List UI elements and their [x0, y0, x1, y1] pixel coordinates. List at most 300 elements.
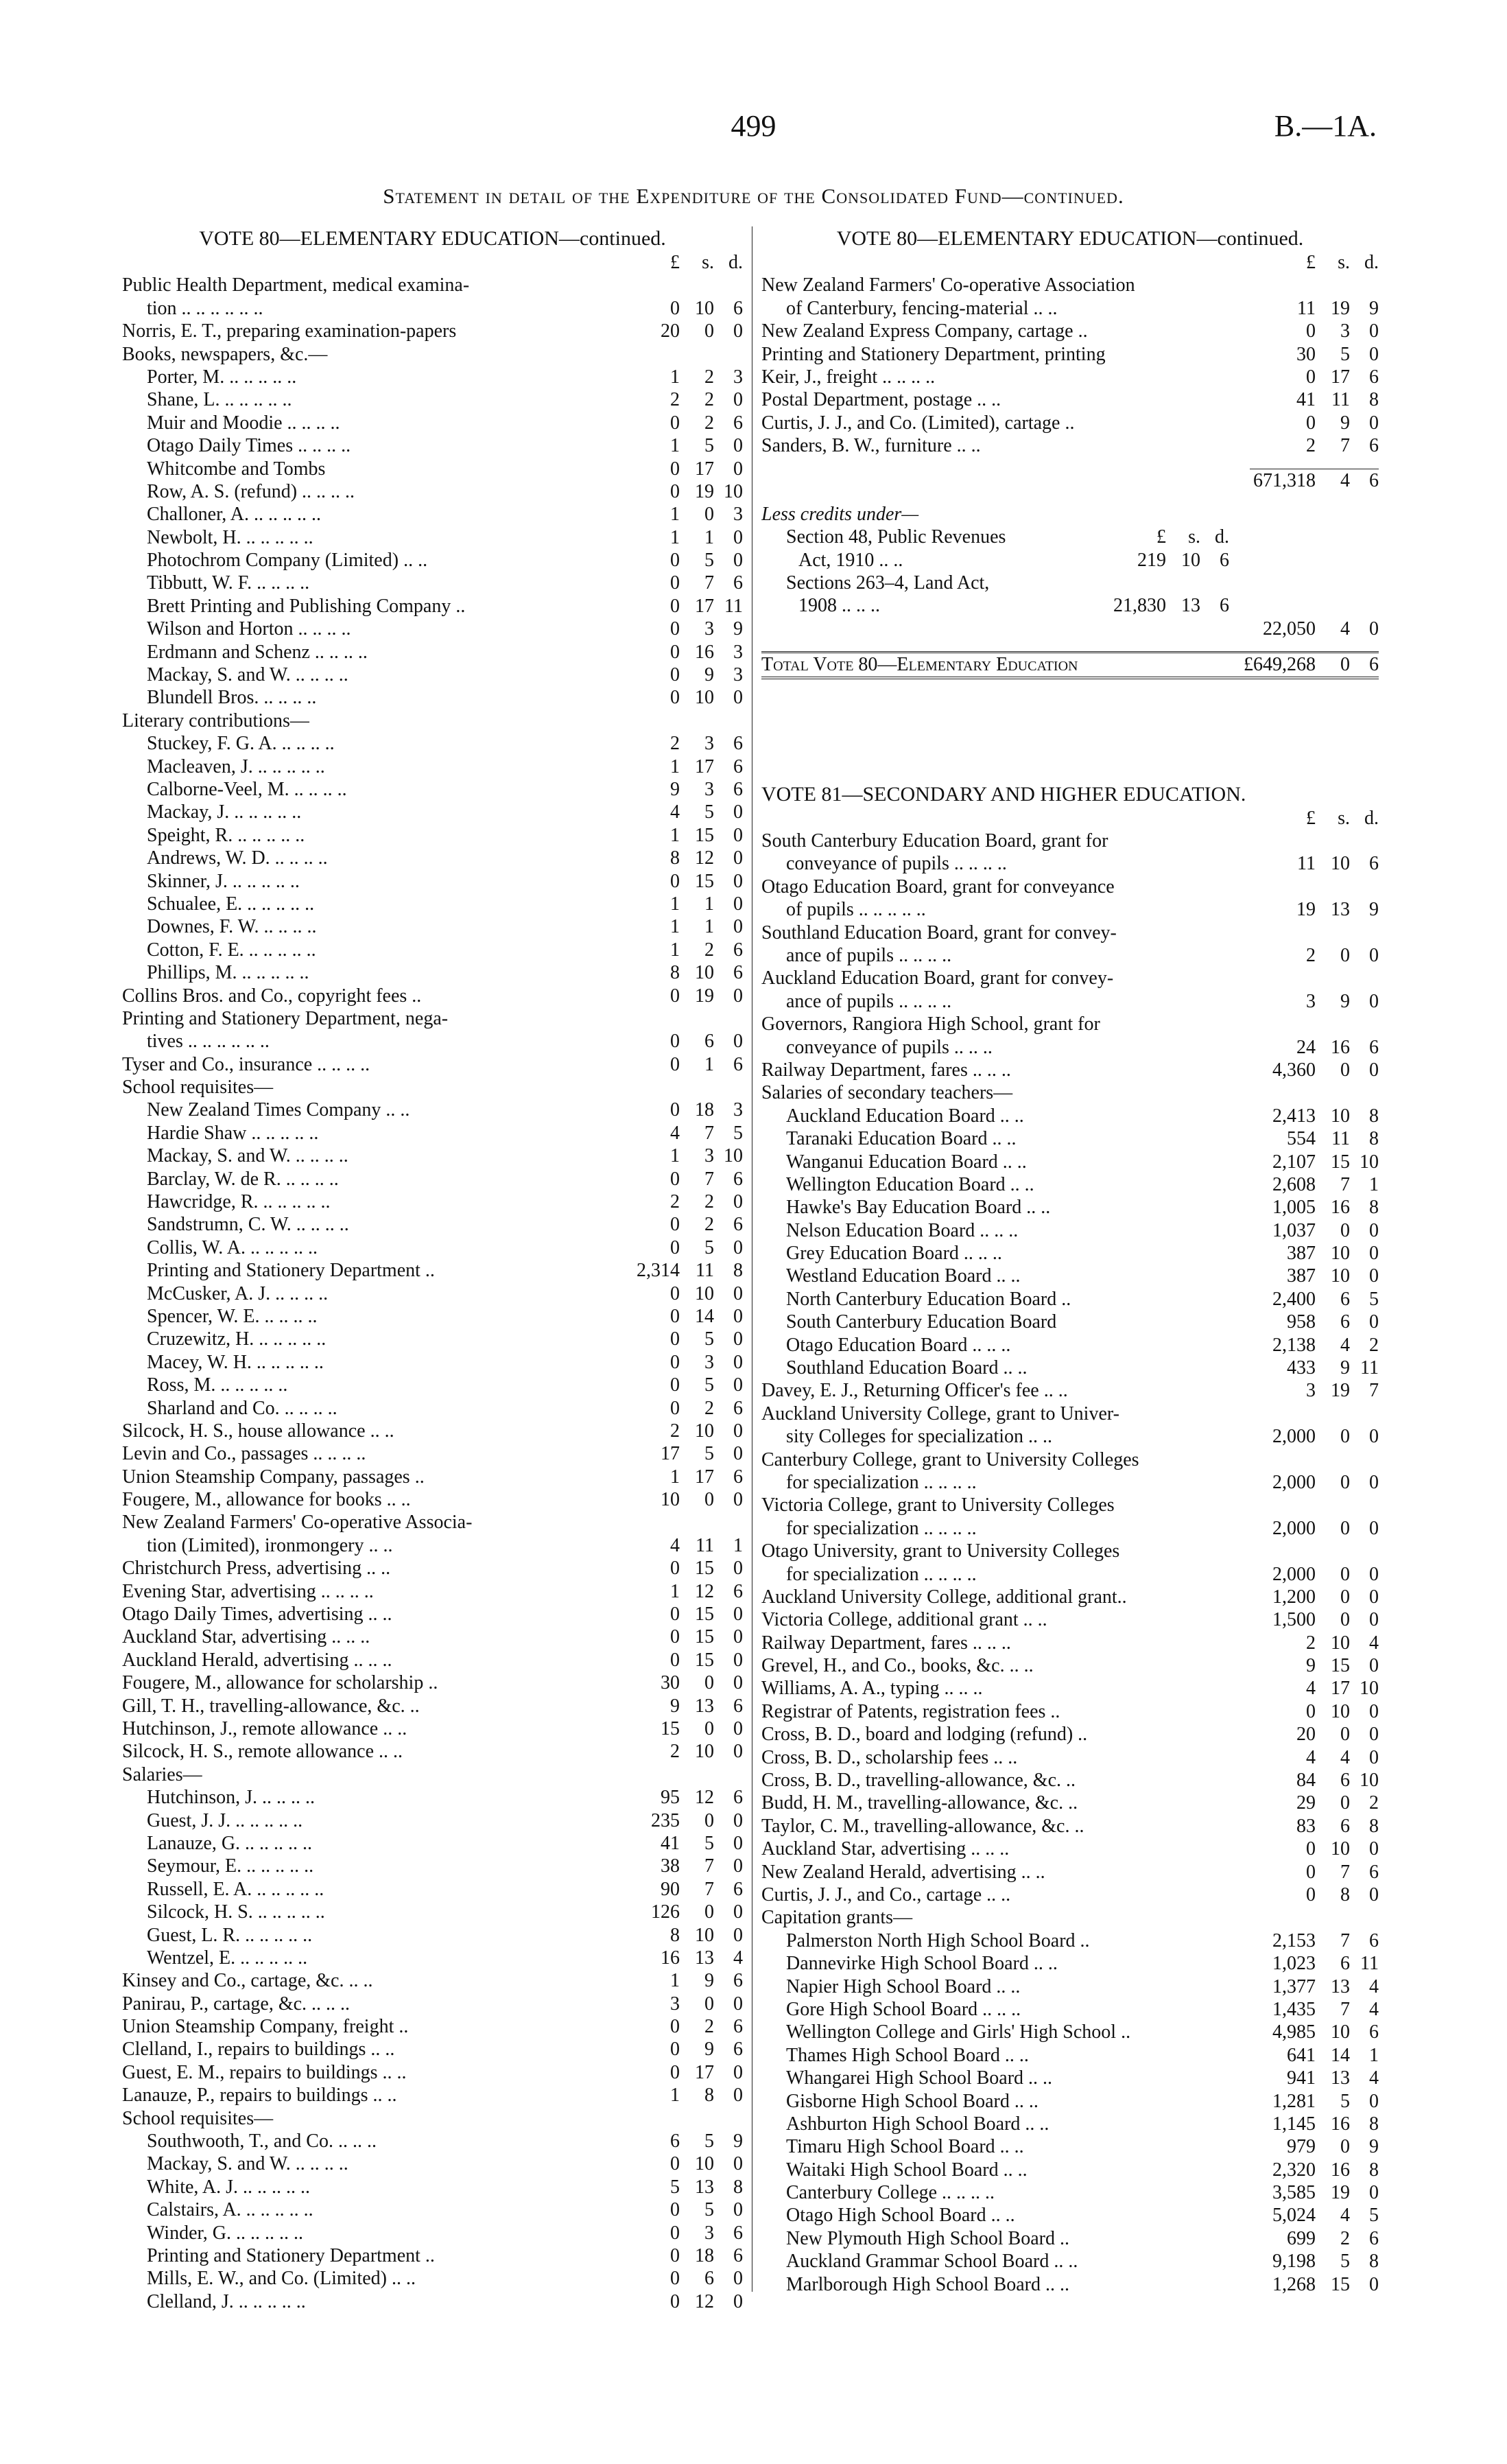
vote81-entry-label: New Zealand Herald, advertising .. ..	[761, 1861, 1045, 1883]
left-entry-amount	[622, 1442, 743, 1465]
left-entry-row	[122, 320, 743, 342]
left-entry-shillings: 0	[704, 1993, 714, 2015]
vote81-entry-label: New Plymouth High School Board ..	[786, 2227, 1069, 2249]
vote81-entry-pence: 8	[1369, 1105, 1379, 1127]
vote-80-total-pounds: £649,268	[1244, 654, 1316, 676]
vote81-entry-row	[761, 898, 1379, 921]
page-number: 499	[731, 109, 776, 143]
left-entry-pence: 0	[733, 1604, 743, 1626]
vote81-entry-label: Wanganui Education Board .. ..	[786, 1151, 1027, 1173]
left-entry-label: Otago Daily Times .. .. .. ..	[147, 435, 351, 457]
left-entry-amount	[622, 1901, 743, 1923]
vote81-entry-amount	[1250, 2113, 1379, 2135]
vote80-entry-amount	[1250, 320, 1379, 342]
vote81-entry-pounds: 1,268	[1272, 2273, 1316, 2295]
vote81-entry-pounds: 0	[1306, 1861, 1316, 1883]
left-entry-amount	[622, 1374, 743, 1396]
vote81-entry-row	[761, 1540, 1379, 1562]
vote81-entry-amount	[1250, 1288, 1379, 1311]
left-entry-shillings: 11	[696, 1260, 714, 1282]
left-entry-label: Barclay, W. de R. .. .. .. ..	[147, 1168, 339, 1190]
vote81-entry-row	[761, 1105, 1379, 1127]
left-entry-pence: 6	[733, 733, 743, 755]
left-entry-pounds: 1	[670, 366, 680, 388]
vote81-entry-row	[761, 1173, 1379, 1196]
vote81-entry-pounds: 433	[1287, 1357, 1316, 1379]
left-entry-pounds: 0	[670, 1099, 680, 1121]
left-entry-label: Ross, M. .. .. .. .. ..	[147, 1374, 288, 1396]
vote81-entry-label: Gore High School Board .. .. ..	[786, 1998, 1021, 2020]
left-entry-pence: 0	[733, 1420, 743, 1442]
vote81-entry-shillings: 13	[1331, 2067, 1350, 2089]
left-header-shillings: s.	[702, 252, 714, 273]
vote80-entry-shillings: 11	[1331, 389, 1350, 411]
left-entry-pence: 6	[733, 1580, 743, 1602]
vote81-entry-shillings: 0	[1340, 944, 1350, 966]
left-entry-shillings: 0	[704, 1901, 714, 1923]
vote81-entry-pence: 8	[1369, 1197, 1379, 1219]
vote81-entry-label: Auckland Star, advertising .. .. ..	[761, 1838, 1010, 1860]
vote81-entry-amount	[1250, 2090, 1379, 2113]
vote81-entry-row	[761, 1081, 1379, 1104]
vote-80-total-label: Total Vote 80—Elementary Education	[761, 654, 1078, 676]
vote81-entry-pence: 0	[1369, 2273, 1379, 2295]
left-entry-shillings: 12	[695, 1787, 714, 1809]
left-entry-row	[122, 1649, 743, 1671]
left-entry-row	[122, 2290, 743, 2313]
statement-heading: Statement in detail of the Expenditure of the Consolidated Fund—continued.	[383, 184, 1124, 208]
left-entry-pounds: 0	[670, 1031, 680, 1053]
left-entry-row	[122, 549, 743, 572]
left-entry-pounds: 20	[661, 320, 680, 342]
vote81-entry-row	[761, 944, 1379, 967]
vote80-entry-shillings: 17	[1331, 366, 1350, 388]
left-entry-row	[122, 1236, 743, 1259]
left-entry-row	[122, 1969, 743, 1992]
left-entry-row	[122, 732, 743, 755]
vote81-entry-pounds: 29	[1296, 1792, 1316, 1814]
left-entry-row	[122, 503, 743, 526]
left-entry-pounds: 16	[661, 1947, 680, 1969]
left-entry-row	[122, 2176, 743, 2198]
left-entry-row	[122, 2015, 743, 2038]
left-entry-pounds: 0	[670, 1214, 680, 1236]
vote81-entry-pounds: 1,377	[1272, 1975, 1316, 1997]
subtotal-pounds: 671,318	[1253, 469, 1316, 491]
credit-2-pounds: 21,830	[1113, 595, 1166, 617]
left-entry-pounds: 41	[661, 1832, 680, 1854]
left-entry-pence: 0	[733, 2061, 743, 2083]
left-entry-pence: 0	[733, 1741, 743, 1763]
left-entry-shillings: 0	[704, 320, 714, 342]
vote81-entry-row	[761, 1517, 1379, 1540]
vote81-entry-amount	[1250, 2021, 1379, 2043]
vote81-entry-pence: 8	[1369, 2113, 1379, 2135]
left-entry-label: Shane, L. .. .. .. .. ..	[147, 389, 292, 411]
vote81-entry-label: Dannevirke High School Board .. ..	[786, 1953, 1058, 1975]
left-entry-shillings: 17	[695, 458, 714, 480]
left-entry-shillings: 1	[704, 916, 714, 938]
left-entry-pence: 6	[733, 1695, 743, 1717]
vote81-entry-amount	[1250, 1311, 1379, 1333]
vote80-entry-amount	[1250, 434, 1379, 457]
left-entry-amount	[622, 366, 743, 388]
vote81-entry-row	[761, 1403, 1379, 1425]
left-entry-label: School requisites—	[122, 2107, 274, 2129]
left-entry-pence: 6	[733, 1397, 743, 1419]
left-entry-shillings: 3	[704, 1145, 714, 1167]
left-entry-shillings: 9	[704, 664, 714, 686]
vote81-entry-shillings: 15	[1331, 2273, 1350, 2295]
left-entry-shillings: 6	[704, 1031, 714, 1053]
left-entry-pence: 6	[733, 1053, 743, 1075]
left-entry-row	[122, 1420, 743, 1442]
left-entry-amount	[622, 1832, 743, 1855]
left-entry-row	[122, 2130, 743, 2152]
left-entry-label: Fougere, M., allowance for scholarship ..	[122, 1672, 438, 1694]
vote81-entry-shillings: 6	[1340, 1815, 1350, 1837]
right-column	[761, 226, 1379, 2296]
vote81-entry-pounds: 24	[1296, 1036, 1316, 1058]
left-header-pounds: £	[670, 252, 680, 273]
vote81-entry-shillings: 6	[1340, 1288, 1350, 1310]
left-entry-shillings: 16	[695, 641, 714, 663]
vote81-entry-shillings: 5	[1340, 2251, 1350, 2273]
vote81-entry-amount	[1250, 1357, 1379, 1379]
left-entry-pence: 0	[733, 847, 743, 869]
vote80-entry-shillings: 19	[1331, 297, 1350, 319]
left-entry-pence: 8	[733, 1260, 743, 1282]
left-entry-pence: 0	[733, 2199, 743, 2221]
vote81-entry-row	[761, 2250, 1379, 2273]
left-entry-label: Tibbutt, W. F. .. .. .. ..	[147, 572, 310, 594]
vote81-entry-row	[761, 2181, 1379, 2204]
vote81-entry-label: Otago Education Board .. .. ..	[786, 1334, 1011, 1356]
vote81-entry-shillings: 10	[1331, 1838, 1350, 1860]
vote81-entry-amount	[1250, 1173, 1379, 1196]
left-entry-label: tives .. .. .. .. .. ..	[147, 1031, 270, 1053]
vote81-entry-pence: 0	[1369, 1746, 1379, 1768]
left-entry-amount	[622, 1397, 743, 1420]
left-entry-pence: 0	[733, 1649, 743, 1671]
left-entry-label: Hutchinson, J., remote allowance .. ..	[122, 1718, 407, 1739]
vote81-entry-pence: 7	[1369, 1380, 1379, 1402]
vote81-entry-pounds: 2,000	[1272, 1426, 1316, 1448]
left-entry-row	[122, 893, 743, 915]
vote81-entry-row	[761, 1036, 1379, 1059]
vote80-entry-pence: 8	[1369, 389, 1379, 411]
vote81-entry-pence: 0	[1369, 1471, 1379, 1493]
vote81-entry-pounds: 1,281	[1272, 2090, 1316, 2112]
vote81-entry-label: Timaru High School Board .. ..	[786, 2136, 1024, 2158]
left-entry-amount	[622, 320, 743, 342]
vote81-entry-pounds: 83	[1296, 1815, 1316, 1837]
left-entry-pence: 6	[733, 1878, 743, 1900]
vote81-entry-label: conveyance of pupils .. .. .. ..	[786, 853, 1007, 875]
left-entry-pence: 0	[733, 824, 743, 846]
vote81-entry-row	[761, 1792, 1379, 1814]
left-entry-amount	[622, 2152, 743, 2175]
left-entry-pounds: 0	[670, 1558, 680, 1580]
left-entry-pence: 0	[733, 801, 743, 823]
left-entry-amount	[622, 2198, 743, 2221]
document-reference: B.—1A.	[1274, 109, 1377, 143]
left-entry-amount	[622, 458, 743, 480]
left-entry-row	[122, 961, 743, 984]
vote81-entry-label: Taranaki Education Board .. ..	[786, 1128, 1017, 1150]
vote81-entry-amount	[1250, 1700, 1379, 1723]
vote80-entry-pence: 0	[1369, 412, 1379, 434]
left-entry-pence: 0	[733, 1924, 743, 1946]
left-entry-label: Row, A. S. (refund) .. .. .. ..	[147, 480, 355, 502]
credit-2-line2	[761, 594, 1379, 617]
vote80-entry-label: Postal Department, postage .. ..	[761, 389, 1001, 411]
left-entry-pounds: 17	[661, 1443, 680, 1465]
left-entry-pence: 0	[733, 2085, 743, 2107]
left-entry-label: Porter, M. .. .. .. .. ..	[147, 366, 297, 388]
left-entry-shillings: 7	[704, 1855, 714, 1877]
credit-1-shillings: 10	[1181, 549, 1200, 571]
vote80-entry-row	[761, 297, 1379, 320]
vote81-entry-shillings: 0	[1340, 1517, 1350, 1539]
vote81-entry-shillings: 0	[1340, 1724, 1350, 1746]
vote81-entry-pence: 0	[1369, 1311, 1379, 1333]
vote81-entry-pence: 5	[1369, 1288, 1379, 1310]
left-entry-label: Challoner, A. .. .. .. .. ..	[147, 504, 321, 526]
vote81-entry-row	[761, 2021, 1379, 2043]
vote81-entry-pounds: 699	[1287, 2227, 1316, 2249]
left-entry-amount	[622, 1282, 743, 1305]
left-entry-label: Seymour, E. .. .. .. .. ..	[147, 1855, 314, 1877]
left-entry-pounds: 0	[670, 870, 680, 892]
left-entry-shillings: 13	[695, 2176, 714, 2198]
left-entry-shillings: 1	[704, 893, 714, 915]
left-entry-amount	[622, 1855, 743, 1877]
vote81-entry-shillings: 10	[1331, 1243, 1350, 1265]
vote81-entry-row	[761, 1059, 1379, 1081]
vote80-entry-shillings: 9	[1340, 412, 1350, 434]
left-entry-row	[122, 526, 743, 549]
left-entry-pence: 0	[733, 1993, 743, 2015]
left-entry-shillings: 8	[704, 2085, 714, 2107]
left-entry-pounds: 8	[670, 1924, 680, 1946]
vote81-entry-pence: 10	[1360, 1678, 1379, 1700]
left-entry-pounds: 0	[670, 480, 680, 502]
vote81-entry-label: Grevel, H., and Co., books, &c. .. ..	[761, 1655, 1034, 1677]
vote81-entry-label: Gisborne High School Board .. ..	[786, 2090, 1039, 2112]
left-entry-pence: 6	[733, 1787, 743, 1809]
vote81-entry-pounds: 979	[1287, 2136, 1316, 2158]
left-entry-amount	[622, 1122, 743, 1145]
vote81-entry-pence: 8	[1369, 1815, 1379, 1837]
vote81-entry-amount	[1250, 1654, 1379, 1677]
vote81-entry-shillings: 0	[1340, 1792, 1350, 1814]
vote81-entry-pence: 0	[1369, 1517, 1379, 1539]
left-entry-pence: 0	[733, 458, 743, 480]
left-entry-amount	[622, 1534, 743, 1557]
left-entry-shillings: 3	[704, 618, 714, 640]
left-entry-shillings: 7	[704, 1122, 714, 1144]
left-entry-amount	[622, 1099, 743, 1121]
left-entry-row	[122, 1855, 743, 1877]
vote-80-subtotal	[761, 469, 1379, 492]
left-entry-shillings: 10	[695, 2153, 714, 2175]
vote81-entry-row	[761, 1861, 1379, 1884]
left-entry-row	[122, 755, 743, 778]
credit-header-pence: d.	[1215, 526, 1229, 548]
vote81-entry-amount	[1250, 1196, 1379, 1219]
vote81-entry-row	[761, 1334, 1379, 1357]
vote81-entry-amount	[1250, 1929, 1379, 1952]
left-entry-row	[122, 2061, 743, 2084]
vote80-entry-row	[761, 274, 1379, 296]
left-entry-pounds: 2,314	[637, 1260, 680, 1282]
vote81-entry-shillings: 7	[1340, 1929, 1350, 1951]
left-entry-shillings: 18	[695, 1099, 714, 1121]
vote81-entry-amount	[1250, 2135, 1379, 2158]
left-entry-row	[122, 1259, 743, 1282]
left-entry-pounds: 0	[670, 2061, 680, 2083]
left-entry-label: Calborne-Veel, M. .. .. .. ..	[147, 778, 347, 800]
left-entry-row	[122, 458, 743, 480]
vote81-entry-row	[761, 1127, 1379, 1150]
vote81-entry-pounds: 0	[1306, 1838, 1316, 1860]
vote80-header-shillings: s.	[1338, 252, 1350, 273]
left-entry-row	[122, 2107, 743, 2130]
vote81-entry-label: Cross, B. D., travelling-allowance, &c. ..	[761, 1770, 1076, 1792]
left-entry-pence: 3	[733, 504, 743, 526]
vote81-entry-shillings: 0	[1340, 1219, 1350, 1241]
left-entry-label: Mackay, S. and W. .. .. .. ..	[147, 2153, 348, 2175]
left-entry-shillings: 15	[695, 1649, 714, 1671]
vote81-entry-shillings: 6	[1340, 1953, 1350, 1975]
left-entry-shillings: 5	[704, 550, 714, 572]
vote81-entry-amount	[1250, 2204, 1379, 2227]
left-entry-row	[122, 824, 743, 847]
vote81-header-pounds: £	[1306, 807, 1316, 829]
left-entry-pence: 0	[733, 687, 743, 709]
vote81-entry-shillings: 19	[1331, 2182, 1350, 2204]
vote81-entry-amount	[1250, 898, 1379, 921]
left-entry-label: Schualee, E. .. .. .. .. ..	[147, 893, 315, 915]
vote81-entry-amount	[1250, 1105, 1379, 1127]
vote81-entry-shillings: 4	[1340, 1746, 1350, 1768]
vote81-entry-row	[761, 1151, 1379, 1173]
vote81-entry-label: North Canterbury Education Board ..	[786, 1288, 1071, 1310]
left-entry-amount	[622, 1488, 743, 1511]
left-entry-shillings: 0	[704, 504, 714, 526]
vote81-entry-label: Thames High School Board .. ..	[786, 2044, 1029, 2066]
vote81-entry-row	[761, 1448, 1379, 1471]
left-entry-pounds: 4	[670, 1534, 680, 1556]
left-entry-amount	[622, 412, 743, 434]
left-entry-pounds: 2	[670, 1741, 680, 1763]
left-entry-label: Public Health Department, medical examina-	[122, 274, 470, 296]
credit-1-pounds: 219	[1137, 549, 1166, 571]
left-entry-row	[122, 1832, 743, 1855]
vote81-entry-amount	[1250, 1952, 1379, 1975]
left-entry-amount	[622, 2038, 743, 2061]
left-entry-row	[122, 1328, 743, 1350]
vote81-entry-pence: 10	[1360, 1770, 1379, 1792]
left-entry-label: Literary contributions—	[122, 709, 309, 731]
vote81-entry-pence: 6	[1369, 2021, 1379, 2043]
vote81-entry-label: Williams, A. A., typing .. .. ..	[761, 1678, 983, 1700]
left-entry-pence: 6	[733, 1466, 743, 1488]
vote80-entry-amount	[1250, 412, 1379, 434]
left-entry-pounds: 2	[670, 389, 680, 411]
left-entry-pounds: 9	[670, 778, 680, 800]
vote81-entry-label: Southland Education Board .. ..	[786, 1357, 1028, 1379]
vote81-entry-shillings: 16	[1331, 1197, 1350, 1219]
left-entry-pence: 6	[733, 1168, 743, 1190]
left-entry-shillings: 15	[695, 824, 714, 846]
left-entry-amount	[622, 686, 743, 709]
left-entry-label: Union Steamship Company, freight ..	[122, 2016, 409, 2038]
left-entry-pence: 0	[733, 1901, 743, 1923]
left-entry-amount	[622, 2290, 743, 2313]
vote81-entry-label: South Canterbury Education Board, grant for	[761, 830, 1108, 852]
vote81-entry-row	[761, 1632, 1379, 1654]
vote80-entry-label: New Zealand Express Company, cartage ..	[761, 320, 1088, 342]
left-entry-pence: 1	[733, 1534, 743, 1556]
left-entry-pence: 0	[733, 1558, 743, 1580]
left-entry-pence: 0	[733, 550, 743, 572]
left-entry-pence: 0	[733, 1832, 743, 1854]
vote80-entry-label: Keir, J., freight .. .. .. ..	[761, 366, 936, 388]
vote81-entry-label: Davey, E. J., Returning Officer's fee .. ..	[761, 1380, 1068, 1402]
vote-81-title: VOTE 81—SECONDARY AND HIGHER EDUCATION.	[761, 782, 1246, 806]
vote81-entry-amount	[1250, 1219, 1379, 1242]
vote-80-title-left: VOTE 80—ELEMENTARY EDUCATION—continued.	[199, 227, 666, 250]
vote81-entry-amount	[1250, 2273, 1379, 2296]
left-entry-pence: 6	[733, 1214, 743, 1236]
vote81-entry-pence: 8	[1369, 2251, 1379, 2273]
vote81-entry-pence: 2	[1369, 1334, 1379, 1356]
vote81-entry-pence: 8	[1369, 1128, 1379, 1150]
vote81-entry-row	[761, 1196, 1379, 1219]
vote81-entry-label: Auckland University College, additional grant..	[761, 1586, 1127, 1608]
vote81-entry-pounds: 2,138	[1272, 1334, 1316, 1356]
left-entry-shillings: 2	[704, 1214, 714, 1236]
vote81-entry-row	[761, 1586, 1379, 1608]
credits-total-pounds: 22,050	[1263, 618, 1316, 640]
left-entry-shillings: 10	[695, 1924, 714, 1946]
left-entry-pounds: 0	[670, 1053, 680, 1075]
left-entry-pence: 0	[733, 2290, 743, 2312]
left-entry-amount	[622, 847, 743, 869]
left-entry-label: Auckland Star, advertising .. .. ..	[122, 1626, 370, 1648]
left-entry-row	[122, 1190, 743, 1213]
vote81-entry-pounds: 2,000	[1272, 1563, 1316, 1585]
left-entry-pence: 6	[733, 2244, 743, 2266]
vote81-entry-pounds: 4	[1306, 1678, 1316, 1700]
left-entry-amount	[622, 1580, 743, 1603]
vote81-entry-pounds: 4	[1306, 1746, 1316, 1768]
left-entry-shillings: 17	[695, 2061, 714, 2083]
left-entry-shillings: 5	[704, 801, 714, 823]
left-entry-label: Spencer, W. E. .. .. .. ..	[147, 1305, 318, 1327]
left-entry-amount	[622, 1695, 743, 1717]
left-entry-amount	[622, 526, 743, 549]
left-entry-pounds: 1	[670, 1970, 680, 1992]
left-entry-amount	[622, 1969, 743, 1992]
vote81-entry-amount	[1250, 1723, 1379, 1746]
left-entry-pounds: 8	[670, 847, 680, 869]
credit-2-label: Sections 263–4, Land Act,	[786, 572, 990, 594]
vote80-entry-pounds: 2	[1306, 435, 1316, 457]
vote81-entry-pence: 10	[1360, 1151, 1379, 1173]
